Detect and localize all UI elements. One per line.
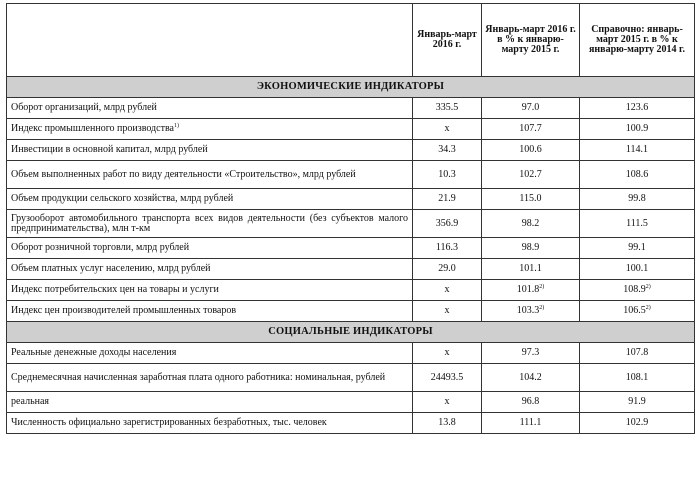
value-2016: 24493.5 [413,364,482,392]
value-2016: 29.0 [413,259,482,280]
value-pct-2015: 123.6 [580,98,695,119]
value-pct-2015: 108.1 [580,364,695,392]
row-label: реальная [7,392,413,413]
value-pct-2015: 114.1 [580,140,695,161]
table-row [7,259,695,280]
row-label: Оборот розничной торговли, млрд рублей [7,238,413,259]
header-col-3: Справочно: январь-март 2015 г. в % к январю-марту 2014 г. [580,4,695,77]
value-pct-2015: 100.1 [580,259,695,280]
value-2016: 335.5 [413,98,482,119]
value-pct-2015-cell [580,280,695,301]
table-row [7,119,695,140]
table-row [7,413,695,434]
value-pct-2015: 102.9 [580,413,695,434]
value-pct-2016: 98.9 [482,238,580,259]
footnote-marker: 2) [645,305,651,311]
value-pct-2015: 100.9 [580,119,695,140]
table-row [7,98,695,119]
row-label: Численность официально зарегистрированных безработных, тыс. человек [7,413,413,434]
value-pct-2016: 98.2 [482,210,580,238]
table-row [7,210,695,238]
value-pct-2016-cell [482,280,580,301]
value-pct-2015: 108.9 [623,284,646,295]
value-pct-2016: 100.6 [482,140,580,161]
footnote-marker: 1) [173,123,179,129]
value-pct-2015: 99.8 [580,189,695,210]
value-pct-2016: 111.1 [482,413,580,434]
value-2016: 10.3 [413,161,482,189]
table-row [7,161,695,189]
row-label: Оборот организаций, млрд рублей [7,98,413,119]
row-label: Реальные денежные доходы населения [7,343,413,364]
row-label: Среднемесячная начисленная заработная плата одного работника: номинальная, рублей [7,364,413,392]
value-pct-2016: 103.3 [516,305,540,316]
value-pct-2016: 96.8 [482,392,580,413]
row-label: Инвестиции в основной капитал, млрд рублей [7,140,413,161]
section-title: СОЦИАЛЬНЫЕ ИНДИКАТОРЫ [7,322,695,343]
row-label-cell [7,119,413,140]
header-indicator [7,4,413,77]
footnote-marker: 2) [645,284,651,290]
row-label: Индекс цен производителей промышленных товаров [7,301,413,322]
table-row [7,140,695,161]
section-title: ЭКОНОМИЧЕСКИЕ ИНДИКАТОРЫ [7,77,695,98]
value-pct-2015: 106.5 [623,305,646,316]
value-2016: 13.8 [413,413,482,434]
value-pct-2015-cell [580,301,695,322]
indicators-table [6,3,695,434]
header-col-2: Январь-март 2016 г. в % к январю-марту 2015 г. [482,4,580,77]
value-pct-2015: 107.8 [580,343,695,364]
row-label: Индекс промышленного производства [11,123,174,134]
table-row [7,280,695,301]
header-col-1: Январь-март 2016 г. [413,4,482,77]
value-pct-2016: 101.8 [516,284,540,295]
footnote-marker: 2) [539,284,545,290]
row-label: Грузооборот автомобильного транспорта всех видов деятельности (без субъектов малого предпринимательства), млн т-км [7,210,413,238]
row-label: Объем выполненных работ по виду деятельности «Строительство», млрд рублей [7,161,413,189]
value-pct-2016: 97.3 [482,343,580,364]
table-row [7,238,695,259]
value-pct-2015: 91.9 [580,392,695,413]
value-2016: х [413,392,482,413]
value-2016: 34.3 [413,140,482,161]
value-2016: 116.3 [413,238,482,259]
value-pct-2016-cell [482,301,580,322]
table-row [7,392,695,413]
value-pct-2016: 101.1 [482,259,580,280]
table-row [7,364,695,392]
value-pct-2016: 102.7 [482,161,580,189]
value-2016: х [413,280,482,301]
row-label: Объем продукции сельского хозяйства, млрд рублей [7,189,413,210]
value-2016: 21.9 [413,189,482,210]
value-pct-2016: 107.7 [482,119,580,140]
value-pct-2015: 99.1 [580,238,695,259]
row-label: Индекс потребительских цен на товары и услуги [7,280,413,301]
table-row [7,189,695,210]
table-row [7,301,695,322]
value-2016: х [413,301,482,322]
section-header-economic [7,77,695,98]
section-header-social [7,322,695,343]
value-pct-2016: 97.0 [482,98,580,119]
value-2016: х [413,119,482,140]
value-2016: х [413,343,482,364]
header-row [7,4,695,77]
value-pct-2015: 108.6 [580,161,695,189]
table-row [7,343,695,364]
footnote-marker: 2) [539,305,545,311]
value-pct-2015: 111.5 [580,210,695,238]
value-pct-2016: 104.2 [482,364,580,392]
value-2016: 356.9 [413,210,482,238]
row-label: Объем платных услуг населению, млрд рублей [7,259,413,280]
value-pct-2016: 115.0 [482,189,580,210]
